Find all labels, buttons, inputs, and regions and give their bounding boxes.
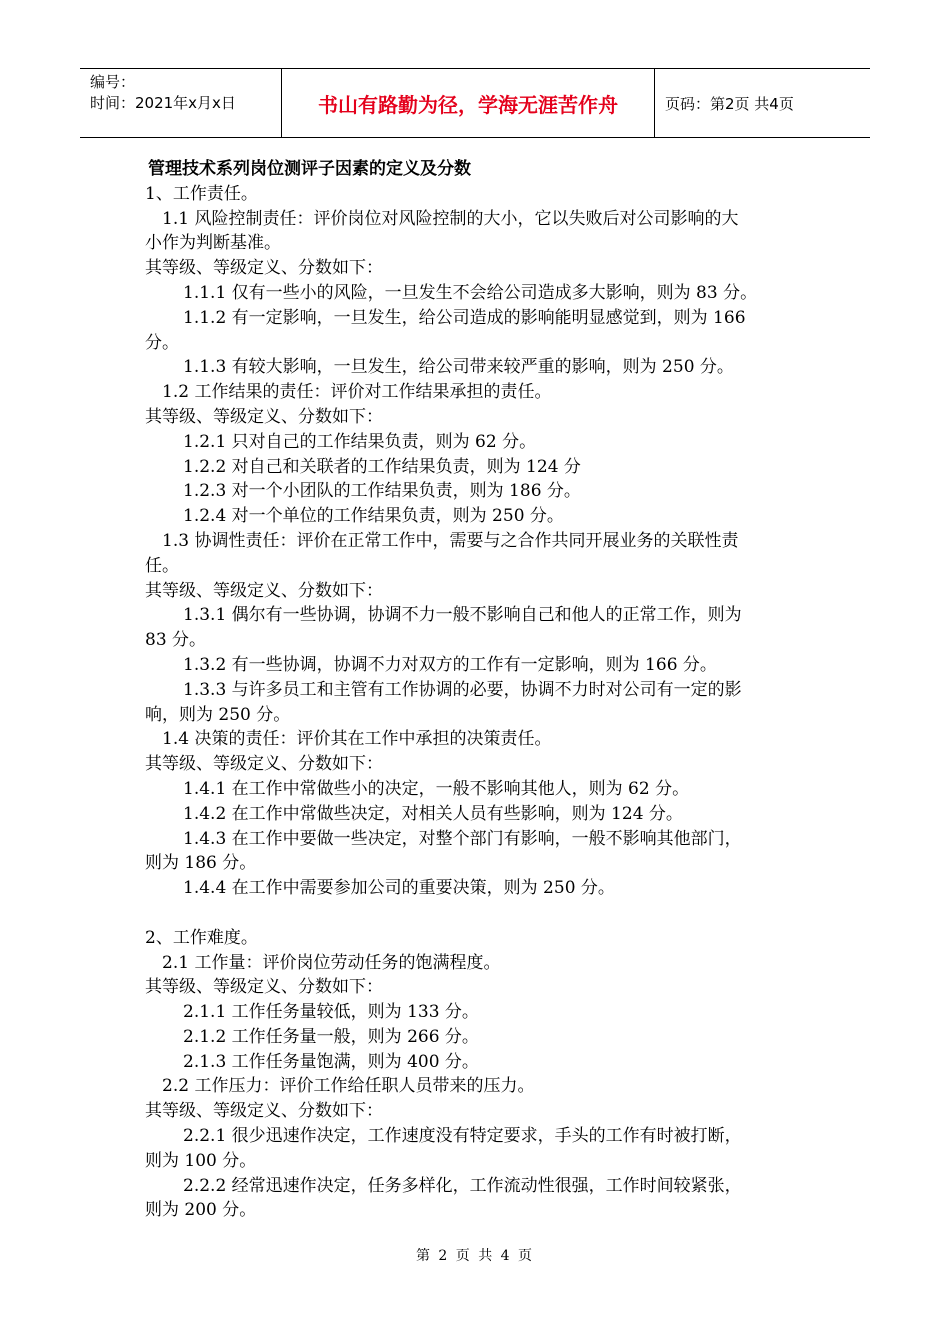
paragraph-line: 其等级、等级定义、分数如下： xyxy=(145,754,383,775)
paragraph-line: 则为 186 分。 xyxy=(145,853,257,874)
list-item: 2.2.2 经常迅速作决定，任务多样化，工作流动性很强，工作时间较紧张， xyxy=(183,1175,742,1196)
list-item: 1.4.2 在工作中常做些决定，对相关人员有些影响，则为 124 分。 xyxy=(183,803,683,824)
page-footer: 第 2 页 共 4 页 xyxy=(415,1248,535,1264)
number-label: 编号： xyxy=(90,73,136,91)
header-meta xyxy=(80,69,282,137)
subsection-heading: 2.2 工作压力：评价工作给任职人员带来的压力。 xyxy=(162,1076,535,1097)
subsection-heading: 1.2 工作结果的责任：评价对工作结果承担的责任。 xyxy=(162,382,552,403)
list-item: 1.2.1 只对自己的工作结果负责，则为 62 分。 xyxy=(183,431,537,452)
paragraph-line: 其等级、等级定义、分数如下： xyxy=(145,406,383,427)
section-heading: 2、工作难度。 xyxy=(145,927,258,948)
list-item: 2.1.3 工作任务量饱满，则为 400 分。 xyxy=(183,1051,479,1072)
document-body xyxy=(145,157,810,1223)
list-item: 2.1.2 工作任务量一般，则为 266 分。 xyxy=(183,1026,479,1047)
list-item: 1.2.3 对一个小团队的工作结果负责，则为 186 分。 xyxy=(183,481,581,502)
paragraph-line: 小作为判断基准。 xyxy=(145,233,281,254)
blank-line xyxy=(145,901,810,926)
list-item: 1.4.4 在工作中需要参加公司的重要决策，则为 250 分。 xyxy=(183,878,615,899)
list-item: 1.4.3 在工作中要做一些决定，对整个部门有影响，一般不影响其他部门， xyxy=(183,828,742,849)
document-header xyxy=(80,68,870,138)
list-item: 2.2.1 很少迅速作决定，工作速度没有特定要求，手头的工作有时被打断， xyxy=(183,1126,742,1147)
page-label: 页码：第2页 共4页 xyxy=(665,94,794,113)
list-item: 1.2.4 对一个单位的工作结果负责，则为 250 分。 xyxy=(183,506,564,527)
subsection-heading: 2.1 工作量：评价岗位劳动任务的饱满程度。 xyxy=(162,952,501,973)
paragraph-line: 分。 xyxy=(145,332,179,353)
section-heading: 1、工作责任。 xyxy=(145,183,258,204)
list-item: 1.3.1 偶尔有一些协调，协调不力一般不影响自己和他人的正常工作，则为 xyxy=(183,605,742,626)
list-item: 1.1.2 有一定影响，一旦发生，给公司造成的影响能明显感觉到，则为 166 xyxy=(183,307,746,328)
paragraph-line: 则为 100 分。 xyxy=(145,1150,257,1171)
paragraph-line: 83 分。 xyxy=(145,630,207,651)
list-item: 1.3.2 有一些协调，协调不力对双方的工作有一定影响，则为 166 分。 xyxy=(183,654,717,675)
subsection-heading: 1.4 决策的责任：评价其在工作中承担的决策责任。 xyxy=(162,729,552,750)
paragraph-line: 任。 xyxy=(145,555,179,576)
document-title: 管理技术系列岗位测评子因素的定义及分数 xyxy=(148,159,471,179)
paragraph-line: 其等级、等级定义、分数如下： xyxy=(145,1101,383,1122)
paragraph-line: 响，则为 250 分。 xyxy=(145,704,291,725)
paragraph-line: 其等级、等级定义、分数如下： xyxy=(145,977,383,998)
list-item: 1.2.2 对自己和关联者的工作结果负责，则为 124 分 xyxy=(183,456,581,477)
subsection-heading: 1.3 协调性责任：评价在正常工作中，需要与之合作共同开展业务的关联性责 xyxy=(162,530,739,551)
time-label: 时间：2021年x月x日 xyxy=(90,94,236,112)
paragraph-line: 其等级、等级定义、分数如下： xyxy=(145,580,383,601)
list-item: 1.3.3 与许多员工和主管有工作协调的必要，协调不力时对公司有一定的影 xyxy=(183,679,742,700)
subsection-heading: 1.1 风险控制责任：评价岗位对风险控制的大小，它以失败后对公司影响的大 xyxy=(162,208,739,229)
paragraph-line: 其等级、等级定义、分数如下： xyxy=(145,258,383,279)
list-item: 1.1.1 仅有一些小的风险，一旦发生不会给公司造成多大影响，则为 83 分。 xyxy=(183,282,758,303)
paragraph-line: 则为 200 分。 xyxy=(145,1200,257,1221)
motto: 书山有路勤为径，学海无涯苦作舟 xyxy=(282,69,655,137)
list-item: 1.1.3 有较大影响，一旦发生，给公司带来较严重的影响，则为 250 分。 xyxy=(183,357,734,378)
list-item: 1.4.1 在工作中常做些小的决定，一般不影响其他人，则为 62 分。 xyxy=(183,778,690,799)
list-item: 2.1.1 工作任务量较低，则为 133 分。 xyxy=(183,1002,479,1023)
